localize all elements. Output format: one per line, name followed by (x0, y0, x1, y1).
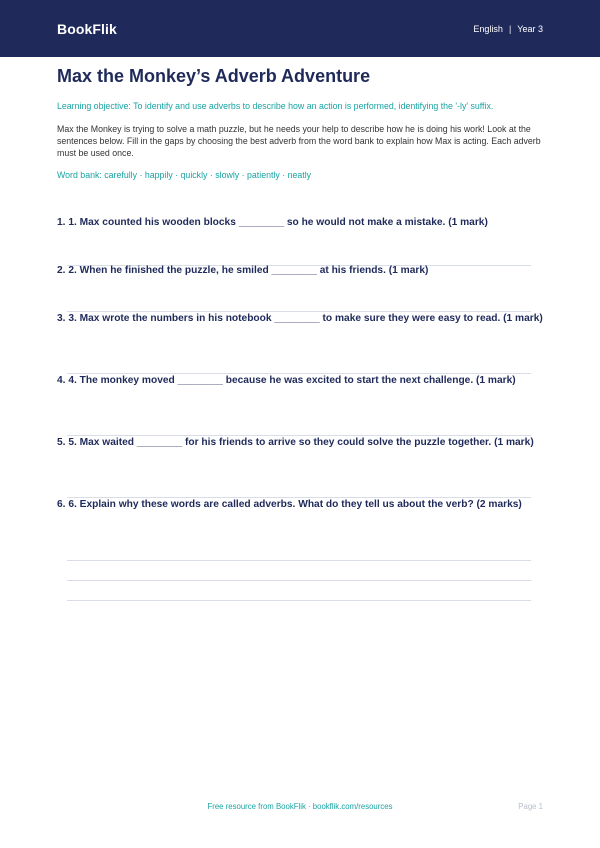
answer-line[interactable] (67, 560, 531, 561)
footer-source: Free resource from BookFlik · bookflik.com/resources (207, 802, 393, 811)
answer-line[interactable] (67, 580, 531, 581)
question-1: 1. 1. Max counted his wooden blocks ________ so he would not make a mistake. (1 mark) (57, 217, 488, 228)
word-bank: Word bank: carefully · happily · quickly · slowly · patiently · neatly (57, 170, 312, 180)
year-label: Year 3 (517, 23, 543, 34)
intro-paragraph: Max the Monkey is trying to solve a math puzzle, but he needs your help to describe how he is doing his work! Look at the sentences below. Fill in the gaps by choosing the best adverb from the word bank to explain how Max is acting. Each adverb must be used once. (57, 124, 541, 158)
meta-separator: | (508, 23, 512, 34)
worksheet-content (57, 66, 543, 181)
subject-year-meta (473, 24, 543, 34)
top-bar (0, 0, 600, 57)
question-5: 5. 5. Max waited ________ for his friends to arrive so they could solve the puzzle together. (1 mark) (57, 437, 534, 448)
page-number: Page 1 (518, 802, 543, 811)
question-3: 3. 3. Max wrote the numbers in his notebook ________ to make sure they were easy to read. (1 mark) (57, 313, 543, 324)
question-6: 6. 6. Explain why these words are called adverbs. What do they tell us about the verb? (2 marks) (57, 499, 522, 510)
subject-label: English (473, 23, 503, 34)
worksheet-title: Max the Monkey’s Adverb Adventure (57, 66, 371, 86)
question-4: 4. 4. The monkey moved ________ because he was excited to start the next challenge. (1 mark) (57, 375, 516, 386)
question-2: 2. 2. When he finished the puzzle, he smiled ________ at his friends. (1 mark) (57, 265, 429, 276)
answer-line[interactable] (67, 600, 531, 601)
brand-logo-text: BookFlik (57, 20, 117, 37)
learning-objective: Learning objective: To identify and use adverbs to describe how an action is performed, identifying the '-ly' suffix. (57, 101, 494, 111)
page-footer (0, 801, 600, 815)
